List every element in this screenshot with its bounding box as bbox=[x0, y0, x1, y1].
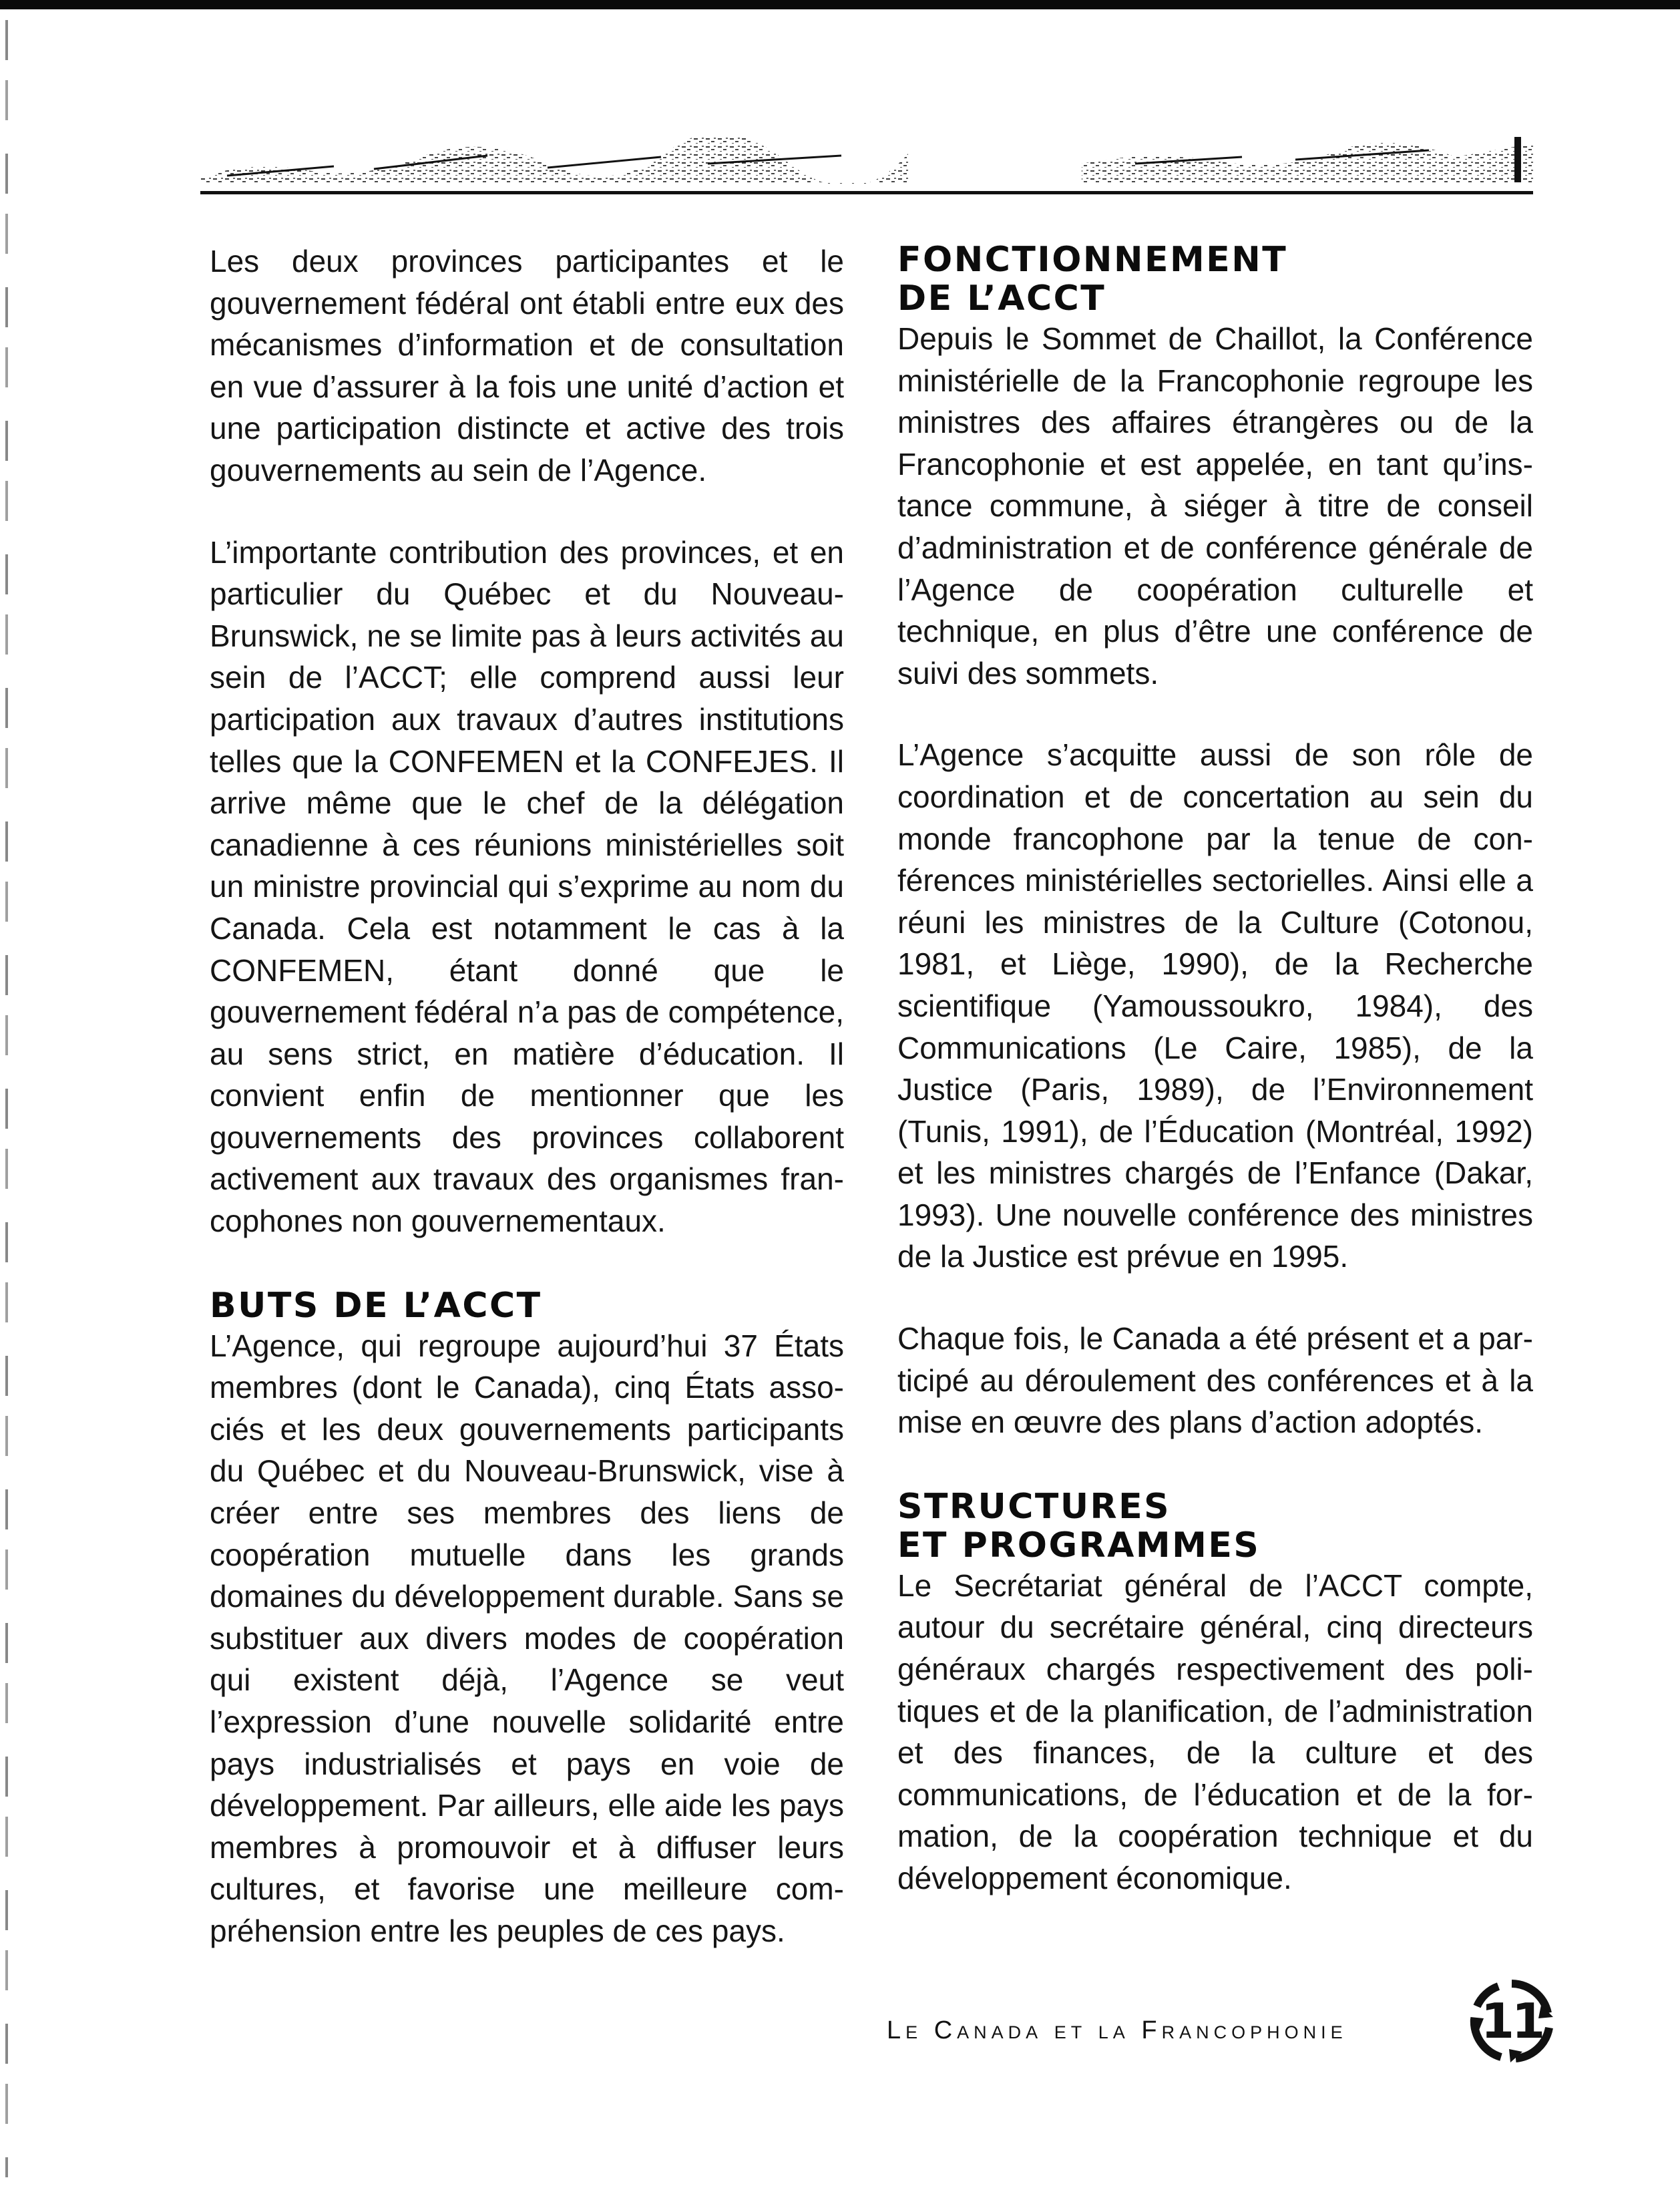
header-texture bbox=[200, 137, 1533, 184]
paragraph-provinces-mechanisms: Les deux provinces participantes et le gouvernement fédéral ont établi entre eux des mécanismes d’information et de consultation en vue d’assurer à la fois une unité d’action et une participation distincte et active des trois gouvernements au sein de l’Agence. bbox=[210, 244, 844, 488]
heading-line: DE L’ACCT bbox=[897, 279, 1106, 319]
right-column bbox=[897, 240, 1533, 1899]
paragraph-provinces-contribution: L’importante contribution des provinces, et en particulier du Québec et du Nouveau-Brunswick, ne se limite pas à leurs activités au sein de l’ACCT; elle comprend aussi leur participation aux travaux d’autres institutions telles que la CONFEMEN et la CONFEJES. Il arrive même que le chef de la délégation canadienne à ces réunions ministérielles soit un ministre provincial qui s’exprime au nom du Canada. Cela est notamment le cas à la CONFEMEN, étant donné que le gouvernement fédéral n’a pas de compétence, au sens strict, en matière d’éducation. Il convient enfin de mentionner que les gouvernements des provinces collaborent activement aux travaux des organismes francophones non gouvernementaux. bbox=[210, 534, 844, 1239]
scan-top-border bbox=[0, 0, 1680, 9]
paragraph-canada-present: Chaque fois, le Canada a été présent et a participé au déroulement des conférences et à la mise en œuvre des plans d’action adoptés. bbox=[897, 1321, 1533, 1440]
scan-left-edge bbox=[5, 20, 8, 2177]
heading-line: STRUCTURES bbox=[897, 1486, 1171, 1527]
page-number-badge bbox=[1469, 1978, 1554, 2064]
running-title: Le Canada et la Francophonie bbox=[887, 2016, 1347, 2044]
decorative-header-band bbox=[200, 137, 1533, 184]
left-column bbox=[210, 240, 844, 1952]
paragraph-secretariat: Le Secrétariat général de l’ACCT compte, autour du secrétaire général, cinq directeurs généraux chargés respectivement des politiques et de la planification, de l’administration et des finances, de la culture et des communications, de l’éducation et de la formation, de la coopération technique et du développement économique. bbox=[897, 1568, 1533, 1895]
header-rule bbox=[200, 191, 1533, 194]
paragraph-chaillot-conference: Depuis le Sommet de Chaillot, la Conférence ministérielle de la Francophonie regroupe les ministres des affaires étrangères ou de la Francophonie et est appelée, en tant qu’instance commune, à siéger à titre de conseil d’administration et de conférence générale de l’Agence de coopération culturelle et technique, en plus d’être une conférence de suivi des sommets. bbox=[897, 321, 1533, 691]
heading-buts-acct: BUTS DE L’ACCT bbox=[210, 1285, 542, 1326]
heading-fonctionnement-acct bbox=[897, 240, 1533, 318]
heading-structures-programmes bbox=[897, 1487, 1533, 1565]
heading-line: FONCTIONNEMENT bbox=[897, 240, 1288, 280]
heading-line: ET PROGRAMMES bbox=[897, 1525, 1261, 1566]
page-number: 11 bbox=[1480, 1993, 1543, 2049]
paragraph-sectoral-conferences: L’Agence s’acquitte aussi de son rôle de coordination et de concertation au sein du monde francophone par la tenue de conférences ministérielles sectorielles. Ainsi elle a réuni les ministres de la Culture (Cotonou, 1981, et Liège, 1990), de la Recherche scientifique (Yamoussoukro, 1984), des Communications (Le Caire, 1985), de la Justice (Paris, 1989), de l’Environnement (Tunis, 1991), de l’Éducation (Montréal, 1992) et les ministres chargés de l’Enfance (Dakar, 1993). Une nouvelle conférence des ministres de la Justice est prévue en 1995. bbox=[897, 737, 1533, 1274]
paragraph-buts-acct: L’Agence, qui regroupe aujourd’hui 37 États membres (dont le Canada), cinq États associés et les deux gouvernements participants du Québec et du Nouveau-Brunswick, vise à créer entre ses membres des liens de coopération mutuelle dans les grands domaines du développement durable. Sans se substituer aux divers modes de coopération qui existent déjà, l’Agence se veut l’expression d’une nouvelle solidarité entre pays industrialisés et pays en voie de développement. Par ailleurs, elle aide les pays membres à promouvoir et à diffuser leurs cultures, et favorise une meilleure compréhension entre les peuples de ces pays. bbox=[210, 1328, 844, 1948]
